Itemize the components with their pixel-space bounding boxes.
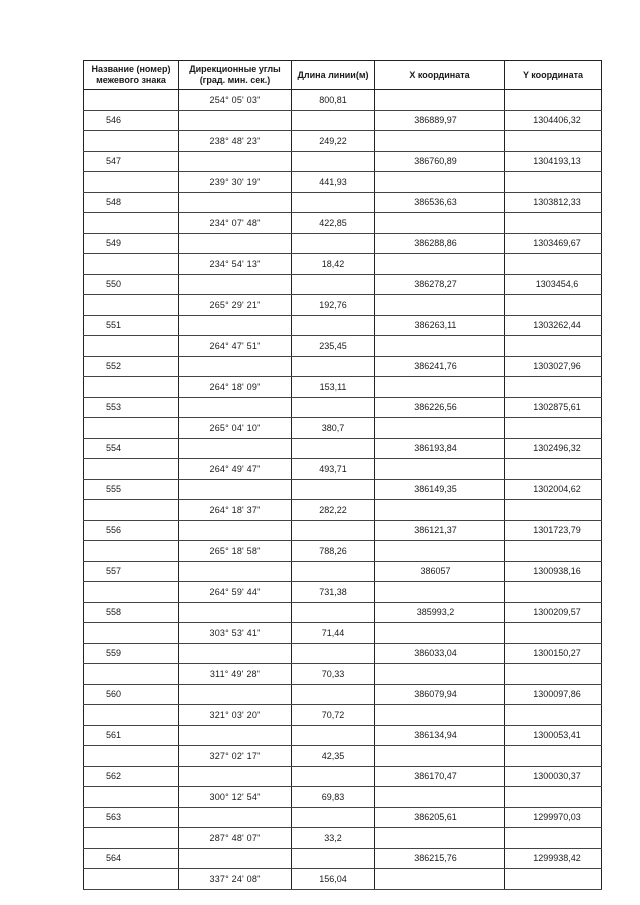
cell-line-length <box>292 110 375 131</box>
table-row <box>84 459 602 480</box>
cell-direction-angle: 287° 48' 07" <box>179 828 292 849</box>
cell-mark-name <box>84 336 179 357</box>
cell-mark-name <box>84 254 179 275</box>
header-x-coordinate: X координата <box>375 61 505 90</box>
cell-mark-name: 564 <box>84 848 179 869</box>
cell-y-coordinate <box>505 377 602 398</box>
table-row <box>84 356 602 377</box>
table-row <box>84 274 602 295</box>
cell-direction-angle: 264° 18' 37" <box>179 500 292 521</box>
cell-mark-name <box>84 90 179 111</box>
cell-y-coordinate <box>505 705 602 726</box>
cell-line-length <box>292 766 375 787</box>
cell-direction-angle <box>179 315 292 336</box>
cell-x-coordinate: 386536,63 <box>375 192 505 213</box>
cell-x-coordinate: 386205,61 <box>375 807 505 828</box>
cell-mark-name: 558 <box>84 602 179 623</box>
cell-line-length <box>292 561 375 582</box>
cell-mark-name <box>84 500 179 521</box>
cell-y-coordinate: 1300938,16 <box>505 561 602 582</box>
cell-line-length <box>292 643 375 664</box>
cell-direction-angle <box>179 274 292 295</box>
cell-y-coordinate <box>505 336 602 357</box>
cell-x-coordinate: 386149,35 <box>375 479 505 500</box>
cell-line-length: 380,7 <box>292 418 375 439</box>
table-row <box>84 315 602 336</box>
cell-line-length: 70,33 <box>292 664 375 685</box>
cell-x-coordinate: 386193,84 <box>375 438 505 459</box>
cell-direction-angle <box>179 151 292 172</box>
cell-line-length: 42,35 <box>292 746 375 767</box>
cell-x-coordinate <box>375 172 505 193</box>
cell-direction-angle <box>179 479 292 500</box>
cell-direction-angle: 238° 48' 23" <box>179 131 292 152</box>
cell-line-length <box>292 397 375 418</box>
cell-mark-name <box>84 623 179 644</box>
cell-x-coordinate: 386760,89 <box>375 151 505 172</box>
table-row <box>84 664 602 685</box>
table-row <box>84 807 602 828</box>
cell-y-coordinate <box>505 582 602 603</box>
cell-x-coordinate <box>375 418 505 439</box>
cell-mark-name: 549 <box>84 233 179 254</box>
cell-y-coordinate <box>505 828 602 849</box>
table-row <box>84 438 602 459</box>
cell-line-length: 33,2 <box>292 828 375 849</box>
cell-y-coordinate: 1299970,03 <box>505 807 602 828</box>
cell-direction-angle: 264° 18' 09" <box>179 377 292 398</box>
cell-y-coordinate <box>505 90 602 111</box>
table-row <box>84 643 602 664</box>
cell-line-length <box>292 725 375 746</box>
cell-x-coordinate <box>375 664 505 685</box>
cell-direction-angle <box>179 110 292 131</box>
cell-direction-angle <box>179 766 292 787</box>
cell-mark-name <box>84 828 179 849</box>
cell-x-coordinate <box>375 541 505 562</box>
cell-mark-name <box>84 213 179 234</box>
table-row <box>84 151 602 172</box>
cell-direction-angle <box>179 807 292 828</box>
table-row <box>84 828 602 849</box>
cell-y-coordinate <box>505 131 602 152</box>
cell-x-coordinate <box>375 295 505 316</box>
cell-x-coordinate <box>375 828 505 849</box>
cell-y-coordinate: 1299938,42 <box>505 848 602 869</box>
table-row <box>84 684 602 705</box>
cell-line-length: 282,22 <box>292 500 375 521</box>
table-row <box>84 172 602 193</box>
cell-mark-name: 552 <box>84 356 179 377</box>
table-row <box>84 705 602 726</box>
cell-mark-name: 559 <box>84 643 179 664</box>
cell-x-coordinate <box>375 377 505 398</box>
cell-x-coordinate <box>375 582 505 603</box>
cell-direction-angle: 264° 47' 51" <box>179 336 292 357</box>
cell-y-coordinate <box>505 623 602 644</box>
cell-y-coordinate: 1303469,67 <box>505 233 602 254</box>
cell-x-coordinate <box>375 213 505 234</box>
table-row <box>84 848 602 869</box>
cell-mark-name <box>84 131 179 152</box>
cell-x-coordinate: 386121,37 <box>375 520 505 541</box>
cell-line-length: 192,76 <box>292 295 375 316</box>
table-row <box>84 602 602 623</box>
cell-direction-angle <box>179 684 292 705</box>
table-header-row <box>84 61 602 90</box>
header-mark-name: Название (номер) межевого знака <box>84 61 179 90</box>
cell-y-coordinate: 1300030,37 <box>505 766 602 787</box>
table-row <box>84 233 602 254</box>
cell-y-coordinate: 1303812,33 <box>505 192 602 213</box>
cell-x-coordinate: 386033,04 <box>375 643 505 664</box>
cell-x-coordinate: 385993,2 <box>375 602 505 623</box>
cell-y-coordinate <box>505 459 602 480</box>
cell-y-coordinate <box>505 500 602 521</box>
cell-line-length <box>292 192 375 213</box>
cell-line-length: 800,81 <box>292 90 375 111</box>
table-row <box>84 561 602 582</box>
table-row <box>84 397 602 418</box>
cell-y-coordinate <box>505 869 602 890</box>
cell-mark-name: 554 <box>84 438 179 459</box>
cell-line-length <box>292 438 375 459</box>
table-row <box>84 787 602 808</box>
cell-line-length <box>292 848 375 869</box>
cell-direction-angle <box>179 397 292 418</box>
table-row <box>84 623 602 644</box>
cell-y-coordinate: 1304406,32 <box>505 110 602 131</box>
cell-y-coordinate: 1303262,44 <box>505 315 602 336</box>
cell-x-coordinate <box>375 336 505 357</box>
cell-mark-name: 560 <box>84 684 179 705</box>
cell-line-length: 788,26 <box>292 541 375 562</box>
cell-direction-angle <box>179 356 292 377</box>
cell-mark-name: 550 <box>84 274 179 295</box>
table-row <box>84 254 602 275</box>
cell-direction-angle: 303° 53' 41" <box>179 623 292 644</box>
cell-direction-angle <box>179 438 292 459</box>
cell-line-length <box>292 233 375 254</box>
table-row <box>84 541 602 562</box>
cell-x-coordinate <box>375 131 505 152</box>
cell-line-length: 153,11 <box>292 377 375 398</box>
cell-mark-name <box>84 459 179 480</box>
header-direction-angle: Дирекционные углы (град. мин. сек.) <box>179 61 292 90</box>
cell-direction-angle: 265° 04' 10" <box>179 418 292 439</box>
cell-mark-name: 563 <box>84 807 179 828</box>
table-row <box>84 582 602 603</box>
cell-mark-name <box>84 705 179 726</box>
table-row <box>84 418 602 439</box>
cell-line-length: 69,83 <box>292 787 375 808</box>
cell-y-coordinate: 1303454,6 <box>505 274 602 295</box>
cell-mark-name: 553 <box>84 397 179 418</box>
cell-line-length: 18,42 <box>292 254 375 275</box>
cell-direction-angle: 264° 49' 47" <box>179 459 292 480</box>
cell-mark-name: 562 <box>84 766 179 787</box>
cell-x-coordinate <box>375 90 505 111</box>
cell-x-coordinate: 386215,76 <box>375 848 505 869</box>
cell-y-coordinate <box>505 664 602 685</box>
cell-line-length <box>292 807 375 828</box>
boundary-coordinates-table <box>83 60 602 890</box>
cell-direction-angle: 234° 07' 48" <box>179 213 292 234</box>
cell-line-length: 493,71 <box>292 459 375 480</box>
cell-line-length <box>292 315 375 336</box>
cell-mark-name <box>84 295 179 316</box>
cell-direction-angle <box>179 520 292 541</box>
cell-y-coordinate <box>505 746 602 767</box>
cell-mark-name <box>84 541 179 562</box>
cell-mark-name: 561 <box>84 725 179 746</box>
cell-mark-name: 556 <box>84 520 179 541</box>
cell-y-coordinate: 1302496,32 <box>505 438 602 459</box>
cell-y-coordinate <box>505 787 602 808</box>
cell-mark-name: 557 <box>84 561 179 582</box>
cell-line-length: 731,38 <box>292 582 375 603</box>
cell-line-length: 422,85 <box>292 213 375 234</box>
cell-direction-angle: 321° 03' 20" <box>179 705 292 726</box>
table-row <box>84 725 602 746</box>
cell-x-coordinate <box>375 254 505 275</box>
cell-direction-angle: 300° 12' 54" <box>179 787 292 808</box>
cell-x-coordinate: 386079,94 <box>375 684 505 705</box>
table-row <box>84 110 602 131</box>
cell-direction-angle: 327° 02' 17" <box>179 746 292 767</box>
cell-y-coordinate: 1300053,41 <box>505 725 602 746</box>
table-row <box>84 520 602 541</box>
cell-y-coordinate: 1304193,13 <box>505 151 602 172</box>
cell-direction-angle <box>179 643 292 664</box>
cell-mark-name <box>84 418 179 439</box>
cell-y-coordinate: 1302004,62 <box>505 479 602 500</box>
table-row <box>84 192 602 213</box>
cell-direction-angle: 239° 30' 19" <box>179 172 292 193</box>
cell-direction-angle: 264° 59' 44" <box>179 582 292 603</box>
cell-y-coordinate <box>505 295 602 316</box>
cell-mark-name: 555 <box>84 479 179 500</box>
cell-x-coordinate: 386263,11 <box>375 315 505 336</box>
cell-mark-name: 547 <box>84 151 179 172</box>
cell-y-coordinate: 1302875,61 <box>505 397 602 418</box>
cell-direction-angle <box>179 602 292 623</box>
cell-line-length <box>292 520 375 541</box>
cell-y-coordinate <box>505 172 602 193</box>
cell-x-coordinate <box>375 869 505 890</box>
cell-line-length <box>292 684 375 705</box>
cell-direction-angle: 254° 05' 03" <box>179 90 292 111</box>
header-line-length: Длина линии(м) <box>292 61 375 90</box>
cell-line-length: 441,93 <box>292 172 375 193</box>
cell-x-coordinate: 386170,47 <box>375 766 505 787</box>
table-row <box>84 746 602 767</box>
cell-line-length <box>292 479 375 500</box>
header-y-coordinate: Y координата <box>505 61 602 90</box>
cell-line-length: 71,44 <box>292 623 375 644</box>
cell-x-coordinate <box>375 500 505 521</box>
cell-x-coordinate <box>375 705 505 726</box>
cell-mark-name <box>84 869 179 890</box>
cell-x-coordinate <box>375 623 505 644</box>
cell-line-length: 70,72 <box>292 705 375 726</box>
cell-y-coordinate: 1300150,27 <box>505 643 602 664</box>
cell-line-length <box>292 274 375 295</box>
cell-mark-name: 548 <box>84 192 179 213</box>
cell-direction-angle <box>179 233 292 254</box>
table-row <box>84 213 602 234</box>
cell-direction-angle <box>179 848 292 869</box>
cell-line-length: 235,45 <box>292 336 375 357</box>
cell-y-coordinate: 1303027,96 <box>505 356 602 377</box>
cell-direction-angle: 311° 49' 28" <box>179 664 292 685</box>
cell-mark-name <box>84 746 179 767</box>
table-row <box>84 131 602 152</box>
cell-x-coordinate: 386226,56 <box>375 397 505 418</box>
cell-y-coordinate <box>505 254 602 275</box>
cell-line-length <box>292 356 375 377</box>
table-row <box>84 295 602 316</box>
cell-line-length <box>292 151 375 172</box>
cell-mark-name: 551 <box>84 315 179 336</box>
table-row <box>84 500 602 521</box>
table-row <box>84 336 602 357</box>
cell-x-coordinate <box>375 459 505 480</box>
cell-direction-angle <box>179 192 292 213</box>
cell-y-coordinate: 1301723,79 <box>505 520 602 541</box>
table-row <box>84 479 602 500</box>
cell-mark-name <box>84 172 179 193</box>
cell-y-coordinate: 1300209,57 <box>505 602 602 623</box>
cell-y-coordinate <box>505 418 602 439</box>
cell-x-coordinate: 386241,76 <box>375 356 505 377</box>
cell-x-coordinate: 386288,86 <box>375 233 505 254</box>
table-row <box>84 869 602 890</box>
cell-line-length: 156,04 <box>292 869 375 890</box>
cell-y-coordinate: 1300097,86 <box>505 684 602 705</box>
cell-mark-name: 546 <box>84 110 179 131</box>
cell-direction-angle: 265° 18' 58" <box>179 541 292 562</box>
cell-direction-angle <box>179 561 292 582</box>
cell-line-length: 249,22 <box>292 131 375 152</box>
cell-x-coordinate: 386278,27 <box>375 274 505 295</box>
cell-direction-angle: 234° 54' 13" <box>179 254 292 275</box>
table-row <box>84 90 602 111</box>
table-row <box>84 377 602 398</box>
cell-x-coordinate <box>375 787 505 808</box>
cell-x-coordinate: 386889,97 <box>375 110 505 131</box>
cell-y-coordinate <box>505 213 602 234</box>
cell-mark-name <box>84 377 179 398</box>
cell-direction-angle: 265° 29' 21" <box>179 295 292 316</box>
cell-x-coordinate <box>375 746 505 767</box>
cell-mark-name <box>84 664 179 685</box>
table-row <box>84 766 602 787</box>
cell-direction-angle <box>179 725 292 746</box>
cell-x-coordinate: 386134,94 <box>375 725 505 746</box>
cell-line-length <box>292 602 375 623</box>
cell-mark-name <box>84 582 179 603</box>
cell-mark-name <box>84 787 179 808</box>
cell-direction-angle: 337° 24' 08" <box>179 869 292 890</box>
cell-x-coordinate: 386057 <box>375 561 505 582</box>
cell-y-coordinate <box>505 541 602 562</box>
